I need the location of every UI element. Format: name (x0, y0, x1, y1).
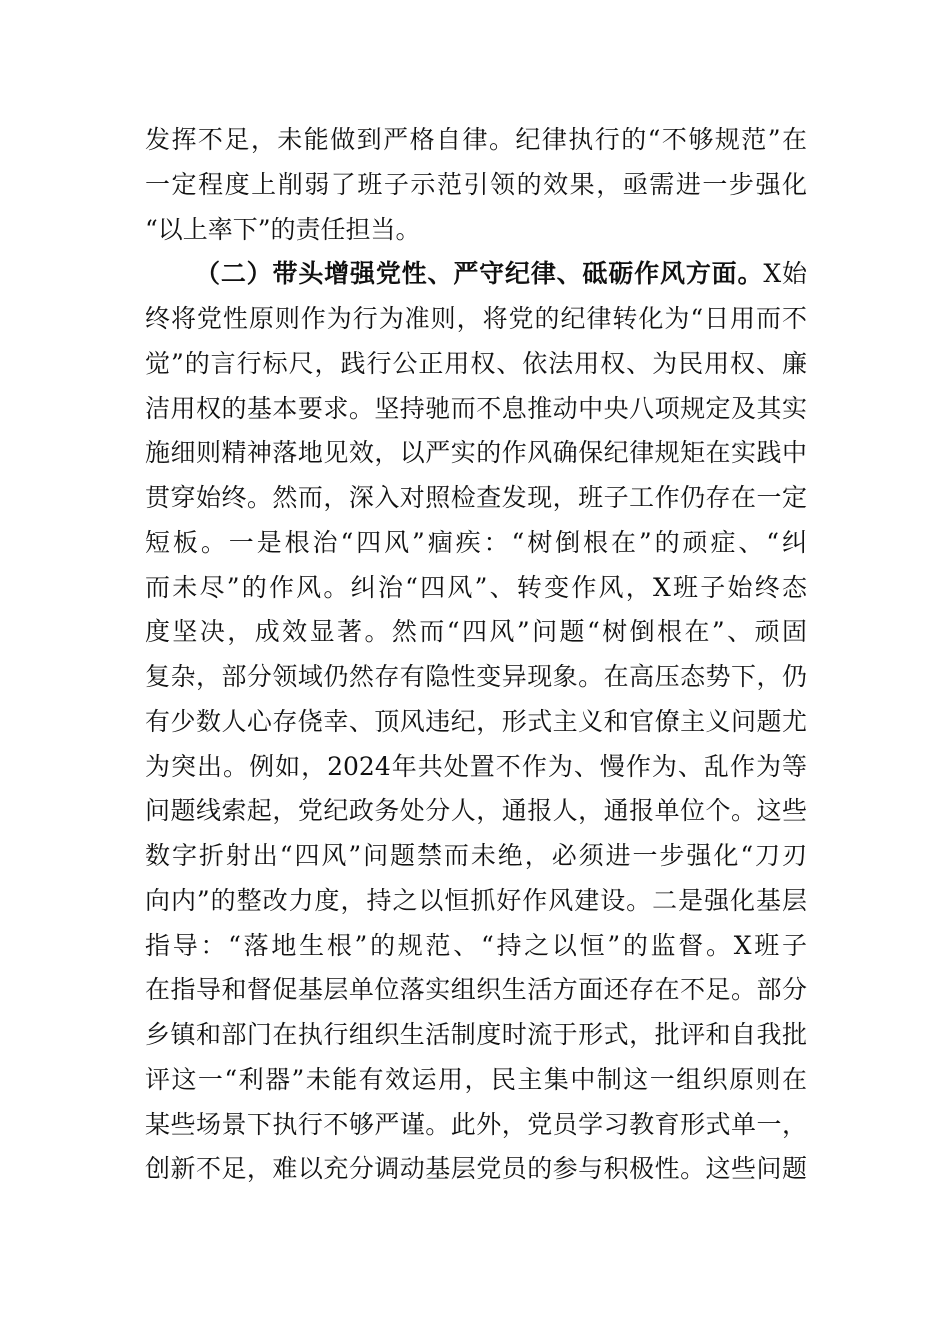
text-line: 向内”的整改力度，持之以恒抓好作风建设。二是强化基层 (145, 885, 807, 915)
text-line: 短板。一是根治“四风”痼疾：“树倒根在”的顽症、“纠 (145, 527, 807, 557)
text-line: 发挥不足，未能做到严格自律。纪律执行的“不够规范”在 (145, 125, 807, 154)
text-line: 某些场景下执行不够严谨。此外，党员学习教育形式单一， (145, 1109, 807, 1139)
text-line: 贯穿始终。然而，深入对照检查发现，班子工作仍存在一定 (145, 483, 807, 512)
paragraph-1 (145, 118, 807, 252)
text-line: 乡镇和部门在执行组织生活制度时流于形式，批评和自我批 (145, 1020, 807, 1049)
text-line: 复杂，部分领域仍然存有隐性变异现象。在高压态势下，仍 (145, 662, 807, 691)
text-line: 创新不足，难以充分调动基层党员的参与积极性。这些问题 (145, 1154, 807, 1184)
text-line: 为突出。例如，2024年共处置不作为、慢作为、乱作为等 (145, 751, 807, 781)
text-line: 指导：“落地生根”的规范、“持之以恒”的监督。X班子 (145, 930, 807, 960)
text-span: X始 (763, 259, 807, 289)
text-line: 终将党性原则作为行为准则，将党的纪律转化为“日用而不 (145, 304, 807, 333)
paragraph-2 (145, 252, 807, 1192)
text-line: 数字折射出“四风”问题禁而未绝，必须进一步强化“刀刃 (145, 841, 807, 870)
section-heading: （二）带头增强党性、严守纪律、砥砺作风方面。 (195, 259, 764, 289)
text-line: 洁用权的基本要求。坚持驰而不息推动中央八项规定及其实 (145, 393, 807, 423)
section-heading-line (145, 252, 807, 297)
text-line: 而未尽”的作风。纠治“四风”、转变作风，X班子始终态 (145, 572, 807, 602)
text-line: 有少数人心存侥幸、顶风违纪，形式主义和官僚主义问题尤 (145, 706, 807, 736)
text-line: 一定程度上削弱了班子示范引领的效果，亟需进一步强化 (145, 169, 807, 199)
body-text (145, 118, 807, 1192)
text-line: 施细则精神落地见效，以严实的作风确保纪律规矩在实践中 (145, 438, 807, 468)
text-line: 度坚决，成效显著。然而“四风”问题“树倒根在”、顽固 (145, 617, 807, 647)
text-line: 问题线索起，党纪政务处分人，通报人，通报单位个。这些 (145, 796, 807, 826)
text-line: “以上率下”的责任担当。 (145, 214, 421, 244)
text-line: 在指导和督促基层单位落实组织生活方面还存在不足。部分 (145, 975, 807, 1005)
text-line: 评这一“利器”未能有效运用，民主集中制这一组织原则在 (145, 1064, 807, 1094)
text-line: 觉”的言行标尺，践行公正用权、依法用权、为民用权、廉 (145, 348, 807, 378)
